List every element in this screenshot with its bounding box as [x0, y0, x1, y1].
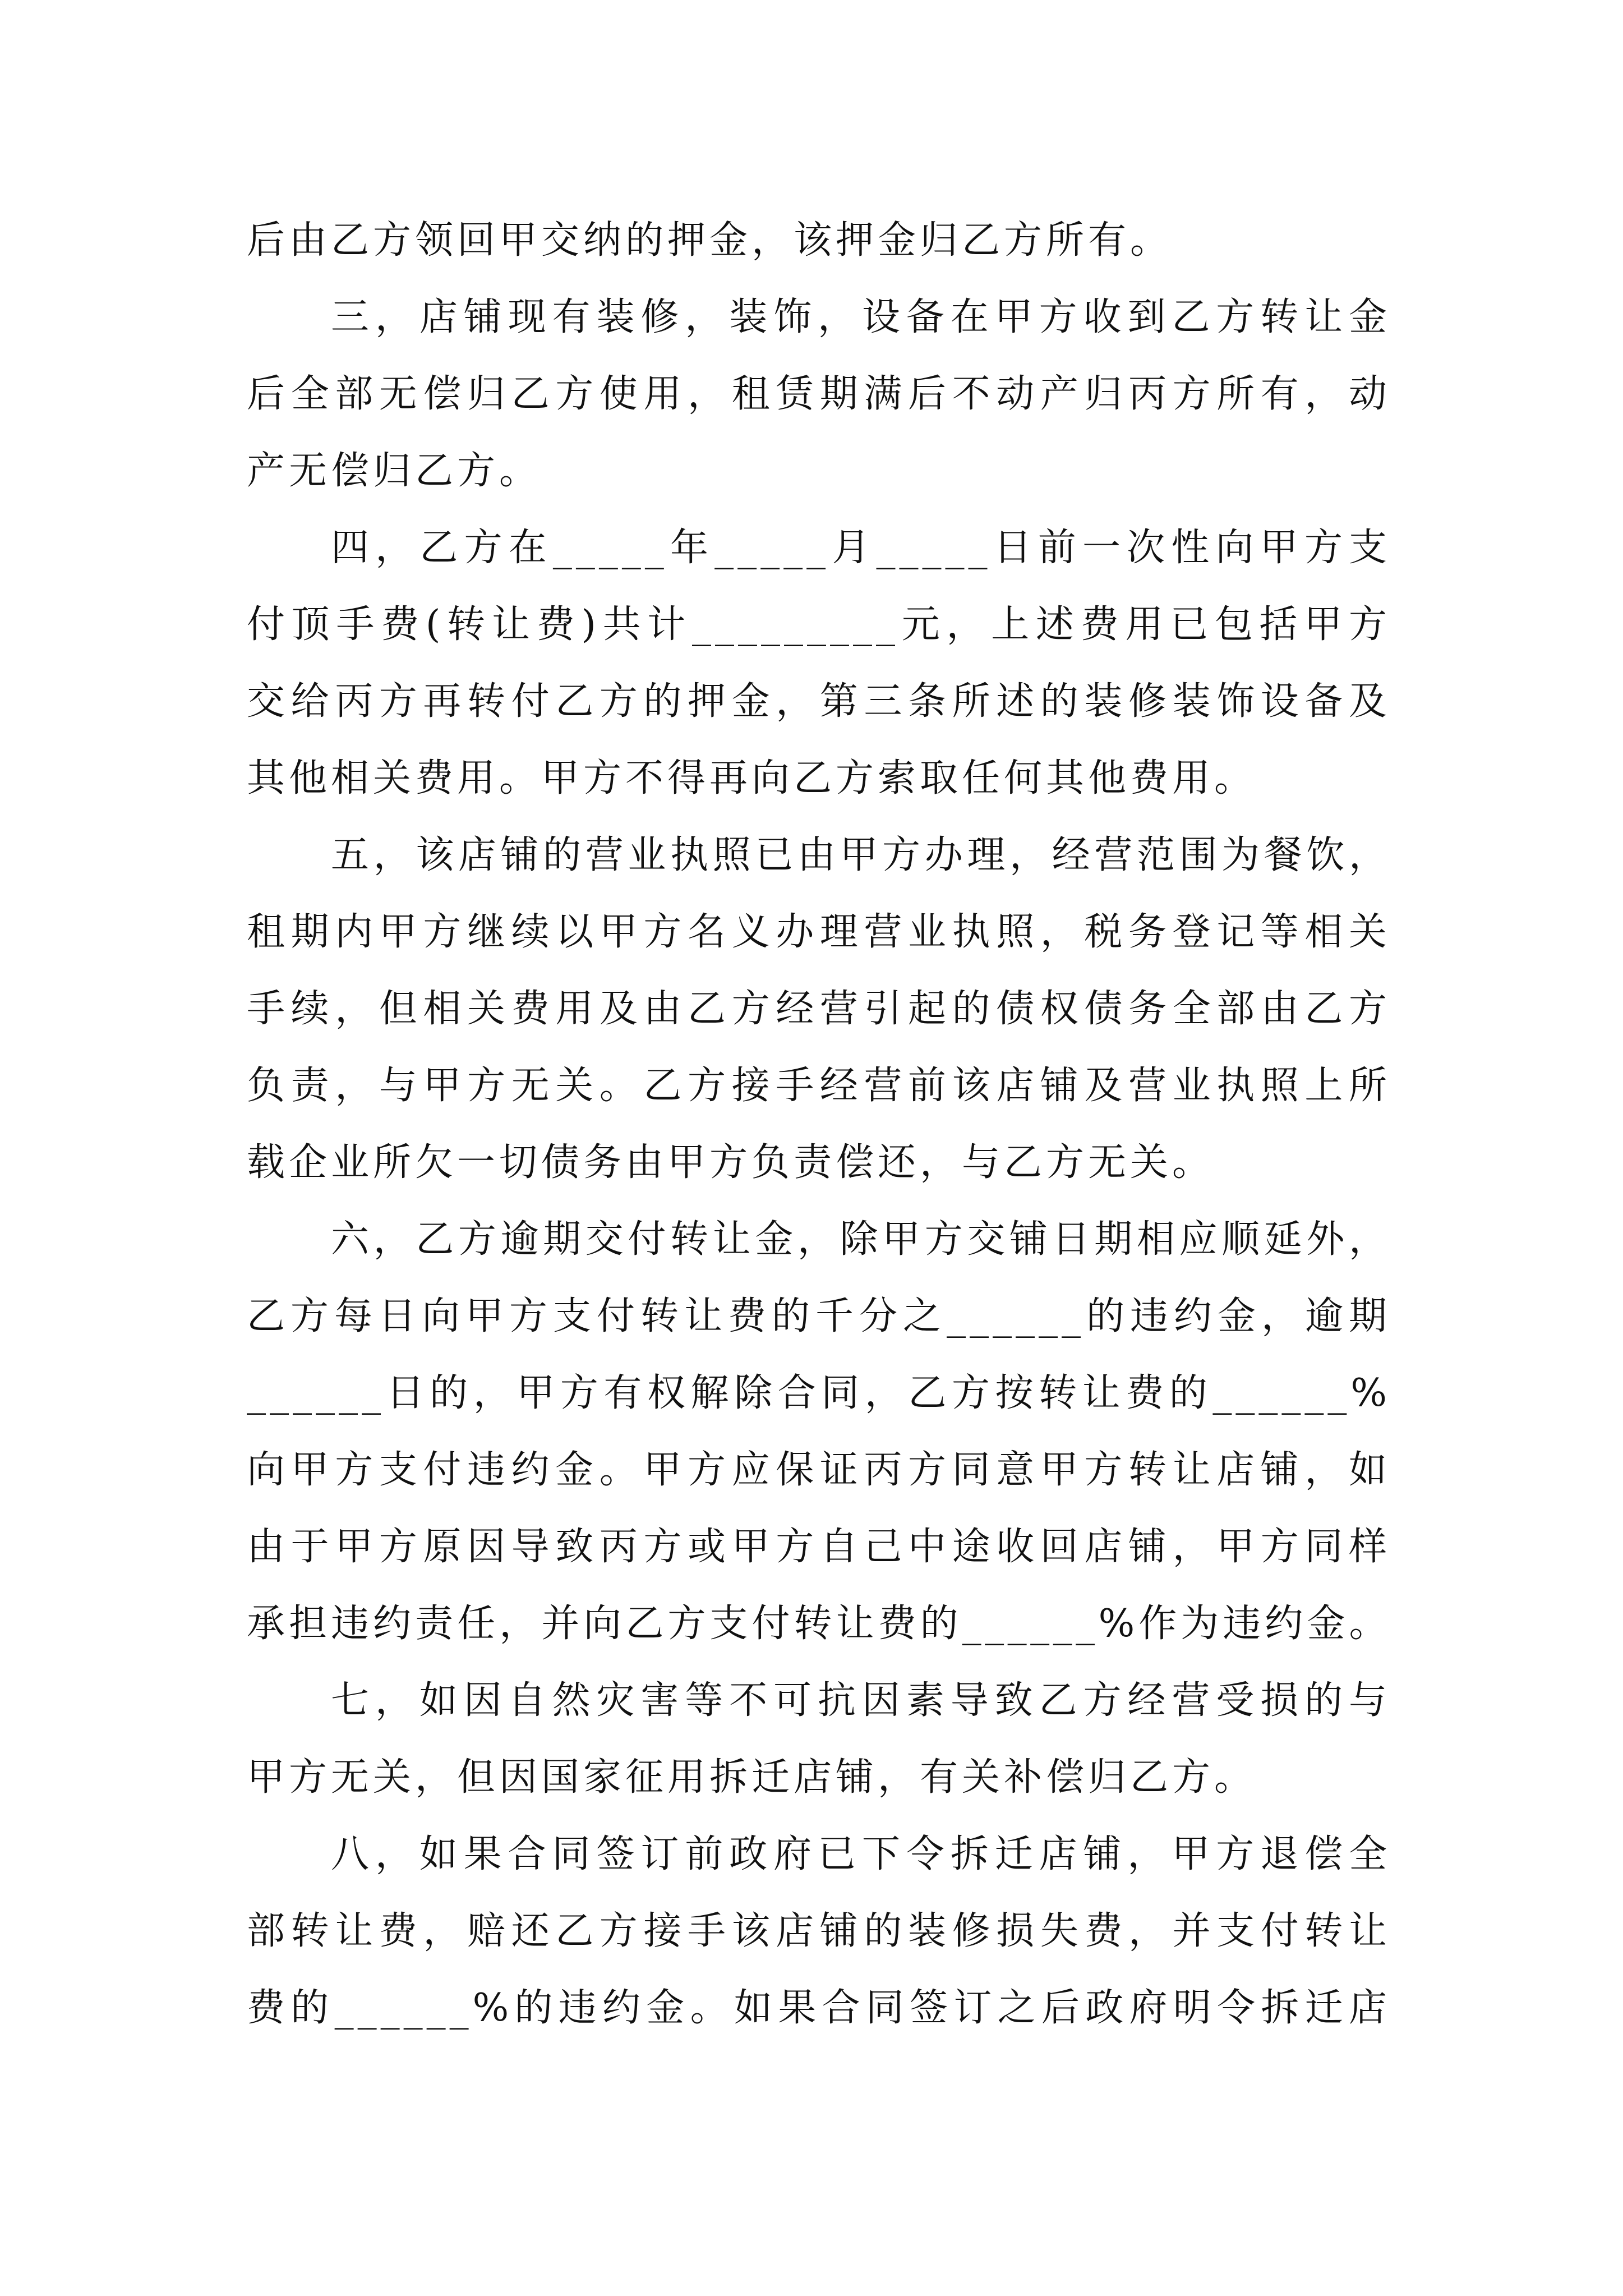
text-line: 四，乙方在_____年_____月_____日前一次性向甲方支 [331, 526, 1391, 570]
text-line: 三，店铺现有装修，装饰，设备在甲方收到乙方转让金 [331, 295, 1391, 339]
text-line: 承担违约责任，并向乙方支付转让费的______%作为违约金。 [247, 1602, 1391, 1646]
text-line: 租期内甲方继续以甲方名义办理营业执照，税务登记等相关 [247, 910, 1391, 954]
contract-body-text [247, 202, 1391, 2046]
text-line: 乙方每日向甲方支付转让费的千分之______的违约金，逾期 [247, 1294, 1391, 1338]
text-line: 甲方无关，但因国家征用拆迁店铺，有关补偿归乙方。 [247, 1755, 1257, 1800]
text-line: 五，该店铺的营业执照已由甲方办理，经营范围为餐饮， [331, 833, 1391, 877]
text-line: 交给丙方再转付乙方的押金，第三条所述的装修装饰设备及 [247, 679, 1391, 724]
text-line: 产无偿归乙方。 [247, 449, 542, 493]
text-line: 六，乙方逾期交付转让金，除甲方交铺日期相应顺延外， [331, 1217, 1391, 1262]
text-line: 七，如因自然灾害等不可抗因素导致乙方经营受损的与 [331, 1678, 1391, 1723]
text-line: 由于甲方原因导致丙方或甲方自己中途收回店铺，甲方同样 [247, 1525, 1391, 1569]
text-line: 其他相关费用。甲方不得再向乙方索取任何其他费用。 [247, 756, 1257, 800]
text-line: 费的______%的违约金。如果合同签订之后政府明令拆迁店 [247, 1986, 1391, 2030]
text-line: 载企业所欠一切债务由甲方负责偿还，与乙方无关。 [247, 1140, 1215, 1185]
text-line: 部转让费，赔还乙方接手该店铺的装修损失费，并支付转让 [247, 1909, 1391, 1953]
text-line: 八，如果合同签订前政府已下令拆迁店铺，甲方退偿全 [331, 1832, 1391, 1876]
text-line: 手续，但相关费用及由乙方经营引起的债权债务全部由乙方 [247, 987, 1391, 1031]
text-line: 负责，与甲方无关。乙方接手经营前该店铺及营业执照上所 [247, 1064, 1391, 1108]
text-line: ______日的，甲方有权解除合同，乙方按转让费的______% [247, 1371, 1391, 1415]
text-line: 付顶手费(转让费)共计_________元，上述费用已包括甲方 [247, 602, 1391, 647]
text-line: 后全部无偿归乙方使用，租赁期满后不动产归丙方所有，动 [247, 372, 1391, 416]
text-line: 后由乙方领回甲交纳的押金，该押金归乙方所有。 [247, 218, 1173, 263]
text-line: 向甲方支付违约金。甲方应保证丙方同意甲方转让店铺，如 [247, 1448, 1391, 1492]
